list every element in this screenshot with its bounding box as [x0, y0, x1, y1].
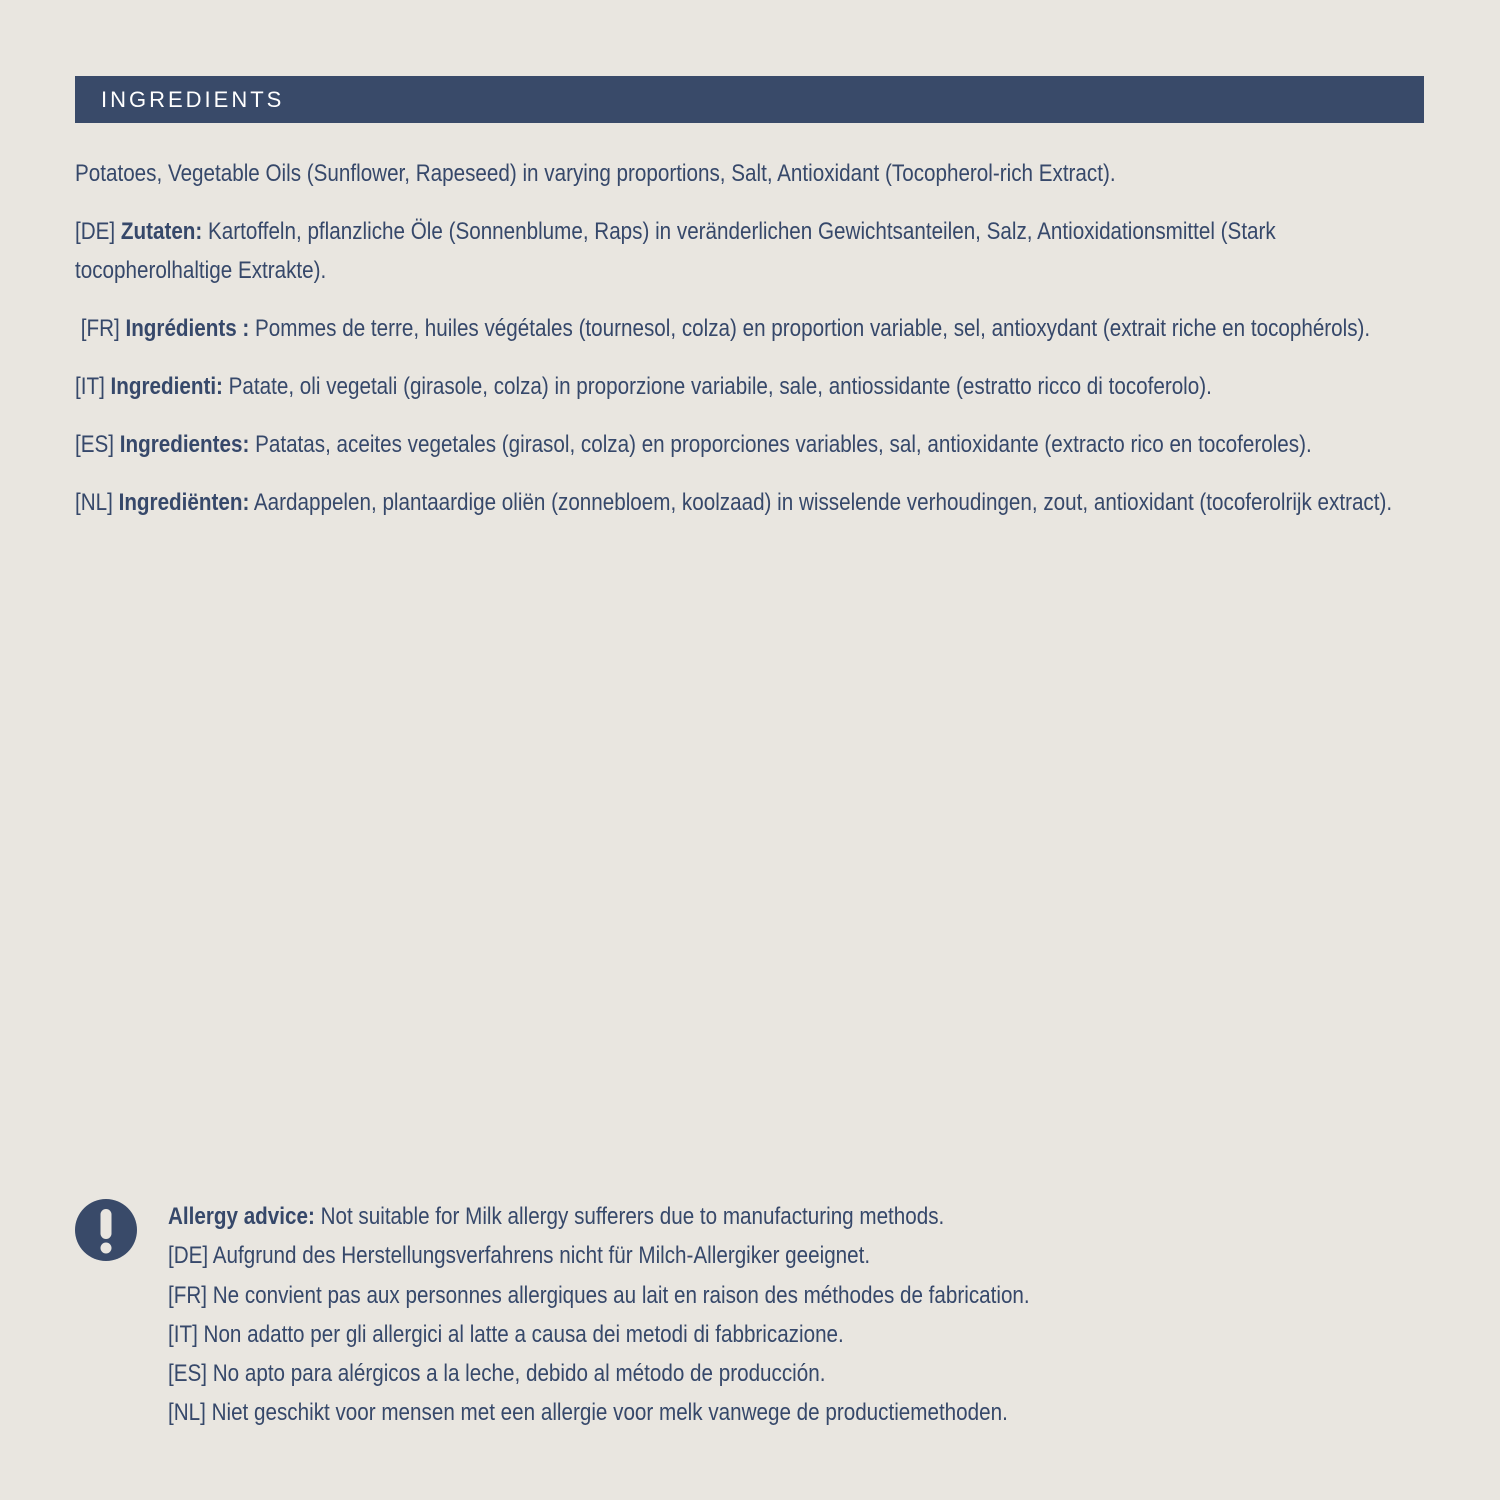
- ingredients-nl-label: Ingrediënten:: [118, 489, 250, 516]
- ingredients-it-text: Patate, oli vegetali (girasole, colza) in proporzione variabile, sale, antiossidante (estratto ricco di tocoferolo).: [222, 373, 1212, 400]
- ingredients-es-label: Ingredientes:: [119, 431, 250, 458]
- allergy-line-en: [168, 1197, 1249, 1236]
- ingredients-de: [75, 212, 1424, 290]
- ingredients-nl-text: Aardappelen, plantaardige oliën (zonnebloem, koolzaad) in wisselende verhoudingen, zout, antioxidant (tocoferolrijk extract).: [249, 489, 1393, 516]
- ingredients-fr: [75, 309, 1424, 348]
- ingredients-en: [75, 154, 1424, 193]
- allergy-advice-label: Allergy advice:: [168, 1203, 315, 1230]
- allergy-line-es: [ES] No apto para alérgicos a la leche, debido al método de producción.: [168, 1360, 826, 1388]
- allergy-line-nl: [NL] Niet geschikt voor mensen met een allergie voor melk vanwege de productiemethoden.: [168, 1399, 1008, 1427]
- allergy-line-de: [DE] Aufgrund des Herstellungsverfahrens nicht für Milch-Allergiker geeignet.: [168, 1242, 871, 1270]
- allergy-text-en: Not suitable for Milk allergy sufferers due to manufacturing methods.: [314, 1203, 945, 1230]
- allergy-advice-lines: [168, 1197, 1425, 1433]
- ingredients-en-text: Potatoes, Vegetable Oils (Sunflower, Rapeseed) in varying proportions, Salt, Antioxidant (Tocopherol-rich Extract).: [75, 160, 1116, 187]
- ingredients-de-label: Zutaten:: [120, 218, 203, 245]
- ingredients-es: [75, 425, 1424, 464]
- ingredients-it-label: Ingredienti:: [110, 373, 223, 400]
- allergy-line-fr: [FR] Ne convient pas aux personnes allergiques au lait en raison des méthodes de fabrication.: [168, 1281, 1030, 1309]
- ingredients-heading: INGREDIENTS: [101, 86, 285, 112]
- ingredients-section: [75, 154, 1425, 541]
- allergy-line-it: [IT] Non adatto per gli allergici al latte a causa dei metodi di fabbricazione.: [168, 1320, 844, 1348]
- ingredients-es-text: Patatas, aceites vegetales (girasol, colza) en proporciones variables, sal, antioxidante (extracto rico en tocoferoles).: [249, 431, 1312, 458]
- lang-code-it: [IT]: [75, 373, 111, 400]
- lang-code-fr: [FR]: [75, 315, 126, 342]
- ingredients-fr-label: Ingrédients :: [125, 315, 250, 342]
- exclamation-circle-icon: [75, 1199, 137, 1261]
- ingredients-header-bar: [75, 76, 1424, 123]
- ingredients-nl: [75, 483, 1424, 522]
- ingredients-fr-text: Pommes de terre, huiles végétales (tournesol, colza) en proportion variable, sel, antioxydant (extrait riche en tocophérols).: [249, 315, 1371, 342]
- lang-code-nl: [NL]: [75, 489, 119, 516]
- ingredients-de-text: Kartoffeln, pflanzliche Öle (Sonnenblume, Raps) in veränderlichen Gewichtsanteilen, Salz, Antioxidationsmittel (Stark tocopherolhaltige Extrakte).: [75, 218, 1276, 284]
- lang-code-es: [ES]: [75, 431, 120, 458]
- lang-code-de: [DE]: [75, 218, 121, 245]
- ingredients-it: [75, 367, 1424, 406]
